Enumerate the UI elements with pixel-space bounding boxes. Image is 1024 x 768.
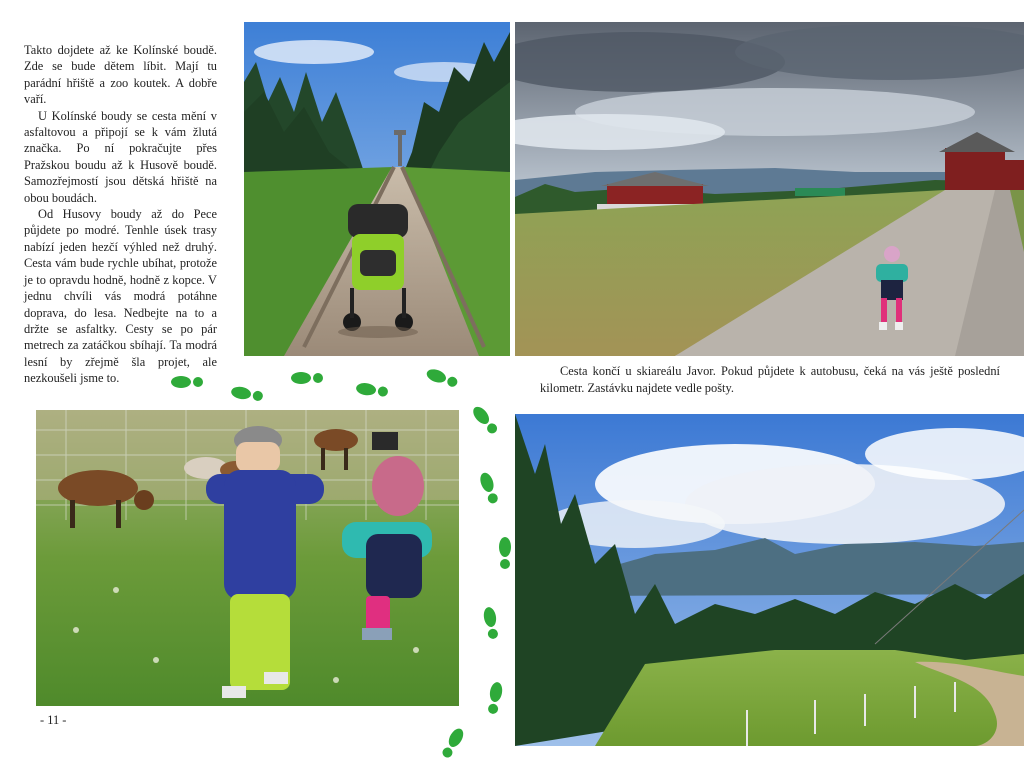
footprint-icon bbox=[480, 605, 502, 641]
footprint-icon bbox=[170, 374, 204, 390]
article-paragraph-1: Takto dojdete až ke Kolínské boudě. Zde se bude dětem líbit. Mají tu parádní hřiště a zoo koutek. A dobře vaří. bbox=[24, 43, 217, 107]
footprint-icon bbox=[354, 380, 390, 401]
footprint-icon bbox=[497, 536, 513, 570]
footprint-icon bbox=[484, 680, 506, 716]
photo-mountain-forest bbox=[515, 414, 1024, 746]
page-number: - 11 - bbox=[40, 713, 67, 727]
article-text bbox=[24, 42, 217, 387]
article-paragraph-2: U Kolínské boudy se cesta mění v asfaltovou a připojí se k vám žlutá značka. Po ní pokračujte přes Pražskou boudu až k Husově boudě. Samozřejmostí jsou dětská hřiště na obou boudách. bbox=[24, 108, 217, 205]
photo-meadow-road bbox=[515, 22, 1024, 356]
photo-stroller-trail bbox=[244, 22, 510, 356]
caption-text: Cesta končí u skiareálu Javor. Pokud půjdete k autobusu, čeká na vás ještě poslední kilometr. Zastávku najdete vedle pošty. bbox=[540, 364, 1000, 395]
photo-caption bbox=[540, 363, 1000, 397]
footprint-icon bbox=[290, 370, 324, 386]
article-paragraph-3: Od Husovy boudy až do Pece půjdete po modré. Tenhle úsek trasy nabízí jeden hezčí výhled než druhý. Cesta vám bude rychle ubíhat, protože je to opravdu hodně, hodně z kopce. V jednu chvíli vás modrá potáhne doprava, do lesa. Nedbejte na to a držte se asfaltky. Cesty se po pár metrech za zatáčkou sbíhají. Ta modrá lesní by zřejmě šla projet, ale nezkoušeli jsme to. bbox=[24, 207, 217, 386]
footprint-icon bbox=[468, 402, 502, 438]
footprint-icon bbox=[438, 724, 469, 761]
footprint-icon bbox=[476, 469, 503, 506]
footprint-icon bbox=[423, 365, 460, 392]
photo-goat-pen bbox=[36, 410, 459, 706]
footprint-icon bbox=[229, 383, 265, 405]
